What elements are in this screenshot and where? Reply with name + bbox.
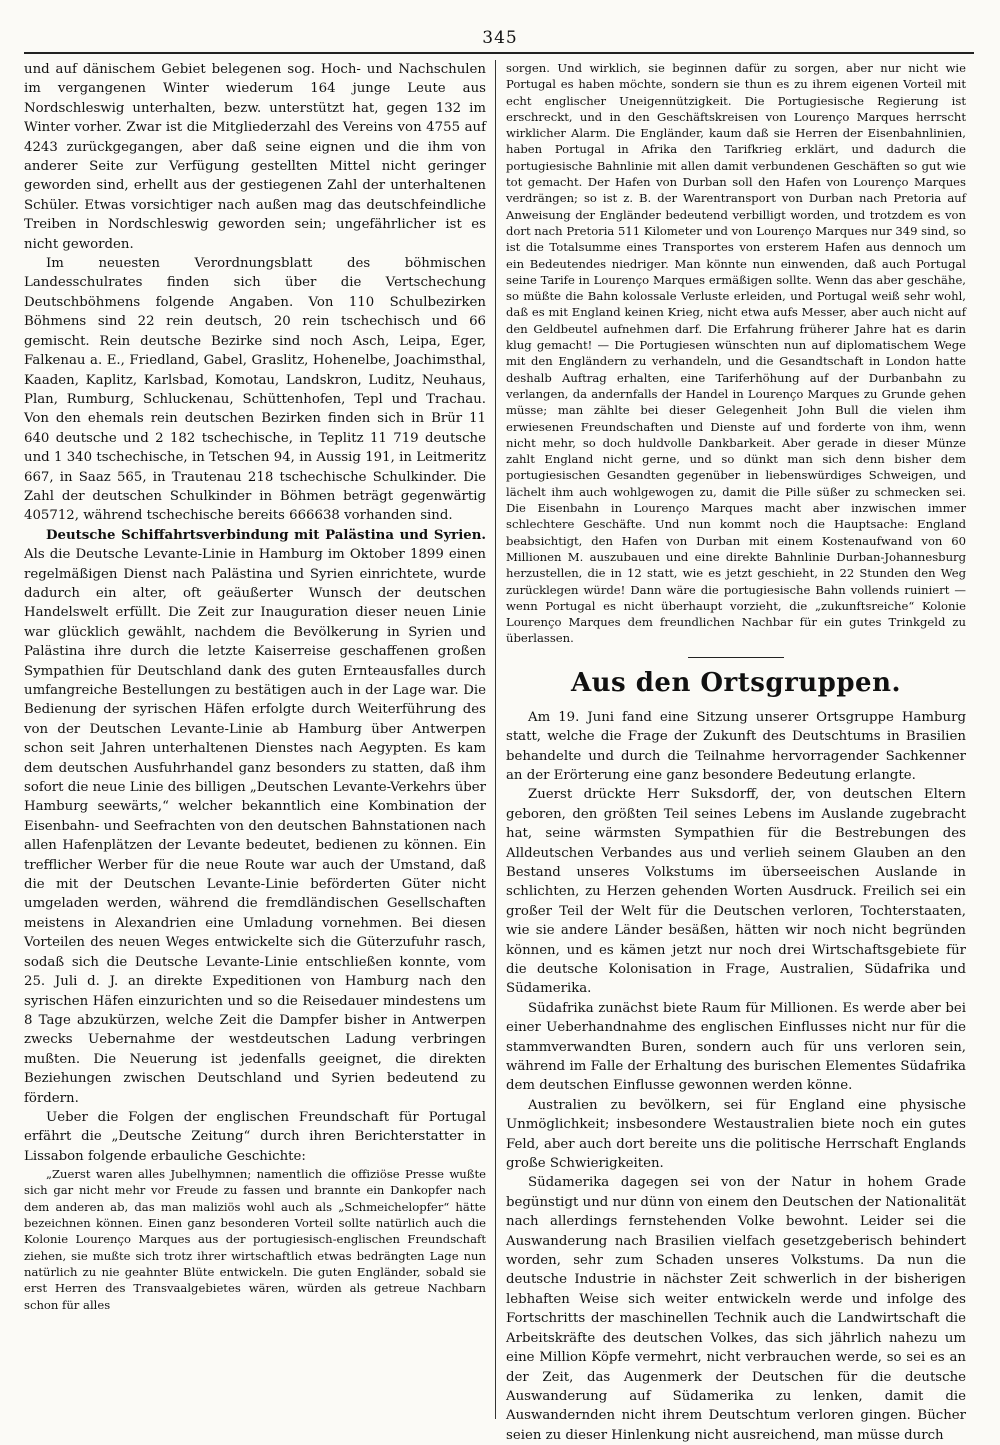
left-column xyxy=(24,60,486,1419)
quote-deutsche-zeitung: „Zuerst waren alles Jubelhymnen; namentlich die offiziöse Presse wußte sich gar nicht mehr vor Freude zu fassen und brannte ein Dankopfer nach dem anderen ab, das man maliziös wohl auch als „Schmeichelopfer“ hätte bezeichnen können. Einen ganz besonderen Vorteil sollte natürlich auch die Kolonie Lourenço Marques aus der portugiesisch-englischen Freundschaft ziehen, sie mußte sich trotz ihrer wirtschaftlich etwas bedrängten Lage nun natürlich zu nie geahnter Blüte entwickeln. Die guten Engländer, sobald sie erst Herren des Transvaalgebietes wären, würden als getreue Nachbarn schon für alles xyxy=(24,1167,486,1312)
paragraph-hamburg-sitzung: Am 19. Juni fand eine Sitzung unserer Ortsgruppe Hamburg statt, welche die Frage der Zukunft des Deutschtums in Brasilien behandelte und durch die Teilnahme hervorragender Sachkenner an der Erörterung eine ganz besondere Bedeutung erlangte. xyxy=(506,709,966,783)
section-separator xyxy=(688,657,784,658)
paragraph-portugal-intro: Ueber die Folgen der englischen Freundschaft für Portugal erfährt die „Deutsche Zeitung“ durch ihren Berichterstatter in Lissabon folgende erbauliche Geschichte: xyxy=(24,1109,486,1164)
page-number: 345 xyxy=(482,28,518,48)
paragraph-australien: Australien zu bevölkern, sei für England eine physische Unmöglichkeit; insbesondere Westaustralien biete noch ein gutes Feld, aber auch dort bereite uns die politische Herrschaft Englands große Schwierigkeiten. xyxy=(506,1097,966,1172)
right-column xyxy=(506,60,966,1443)
paragraph-suksdorff: Zuerst drückte Herr Suksdorff, der, von deutschen Eltern geboren, den größten Teil seines Lebens im Auslande zugebracht hat, seine wärmsten Sympathien für die Bestrebungen des Alldeutschen Verbandes aus und verlieh seinem Glauben an den Bestand unseres Volkstums im überseeischen Auslande in schlichten, zu Herzen gehenden Worten Ausdruck. Freilich sei ein großer Teil der Welt für die Deutschen verloren, Tochterstaaten, wie sie andere Länder besäßen, hätten wir noch nicht begründen können, und es kämen jetzt nur noch drei Wirtschaftsgebiete für die deutsche Kolonisation in Frage, Australien, Südafrika und Südamerika. xyxy=(506,787,966,997)
paragraph-levante-body: Als die Deutsche Levante-Linie in Hamburg im Oktober 1899 einen regelmäßigen Dienst nach Palästina und Syrien einrichtete, wurde dadurch ein alter, oft geäußerter Wunsch der deutschen Handelswelt erfüllt. Die Zeit zur Inauguration dieser neuen Linie war glücklich gewählt, nachdem die Bevölkerung in Syrien und Palästina ihre durch die letzte Kaiserreise geschaffenen großen Sympathien für Deutschland dank des guten Ernteausfalles durch umfangreiche Bestellungen zu bestätigen auch in der Lage war. Die Bedienung der syrischen Häfen erfolgte durch Weiterführung des von der Deutschen Levante-Linie ab Hamburg über Antwerpen schon seit Jahren unterhaltenen Dienstes nach Aegypten. Es kam dem deutschen Ausfuhrhandel ganz besonders zu statten, daß ihm sofort die neue Linie des billigen „Deutschen Levante-Verkehrs über Hamburg seewärts,“ welcher bekanntlich eine Kombination der Eisenbahn- und Seefrachten von den deutschen Bahnstationen nach allen Hafenplätzen der Levante bedeutet, bedienen zu können. Ein trefflicher Werber für die neue Route war auch der Umstand, daß die mit der Deutschen Levante-Linie beförderten Güter nicht umgeladen werden, während die fremdländischen Gesellschaften meistens in Alexandrien eine Umladung vornehmen. Bei diesen Vorteilen des neuen Weges entwickelte sich die Güterzufuhr rasch, sodaß sich die Deutsche Levante-Linie entschließen konnte, vom 25. Juli d. J. an direkte Expeditionen von Hamburg nach den syrischen Häfen einzurichten und so die Reisedauer mindestens um 8 Tage abzukürzen, welche Zeit die Dampfer bisher in Antwerpen zwecks Uebernahme der westdeutschen Ladung verbringen mußten. Die Neuerung ist jedenfalls geeignet, die direkten Beziehungen zwischen Deutschland und Syrien bedeutend zu fördern. xyxy=(24,547,486,1106)
paragraph-suedamerika: Südamerika dagegen sei von der Natur in hohem Grade begünstigt und nur dünn von einem den Deutschen der Nationalität nach allerdings fernstehenden Volke bewohnt. Leider sei die Auswanderung nach Brasilien vielfach gesetzgeberisch behindert worden, sehr zum Schaden unseres Volkstums. Da nun die deutsche Industrie in nächster Zeit schwerlich in der bisherigen lebhaften Weise sich weiter entwickeln werde und infolge des Fortschritts der maschinellen Technik auch die Landwirtschaft die Arbeitskräfte des deutschen Volkes, das sich jährlich nahezu um eine Million Köpfe vermehrt, nicht verbrauchen werde, so sei es an der Zeit, das Augenmerk der Deutschen für die deutsche Auswanderung auf Südamerika zu lenken, damit die Auswandernden nicht ihrem Deutschtum verloren gingen. Bücher seien zu dieser Hinlenkung nicht ausreichend, man müsse durch xyxy=(506,1175,966,1443)
column-divider xyxy=(495,60,496,1419)
header-rule xyxy=(24,52,974,54)
quote-continuation: sorgen. Und wirklich, sie beginnen dafür zu sorgen, aber nur nicht wie Portugal es haben möchte, sondern sie thun es zu ihrem eigenen Vorteil mit echt englischer Uneigennützigkeit. Die Portugiesische Regierung ist erschreckt, und in den Geschäftskreisen von Lourenço Marques herrscht wirklicher Alarm. Die Engländer, kaum daß sie Herren der Eisenbahnlinien, haben Portugal in Afrika den Tarifkrieg erklärt, und dadurch die portugiesische Bahnlinie mit allen damit verbundenen Geschäften so gut wie tot gemacht. Der Hafen von Durban soll den Hafen von Lourenço Marques verdrängen; so ist z. B. der Warentransport von Durban nach Pretoria auf Anweisung der Engländer bedeutend verbilligt worden, und trotzdem es von dort nach Pretoria 511 Kilometer und von Lourenço Marques nur 349 sind, so ist die Totalsumme eines Transportes von ersterem Hafen aus dennoch um ein Bedeutendes niedriger. Man könnte nun einwenden, daß auch Portugal seine Tarife in Lourenço Marques ermäßigen sollte. Wenn das aber geschähe, so müßte die Bahn kolossale Verluste erleiden, und Portugal weiß sehr wohl, daß es mit England keinen Krieg, nicht etwa aufs Messer, aber auch nicht auf den Geldbeutel aufnehmen darf. Die Erfahrung früherer Jahre hat es darin klug gemacht! — Die Portugiesen wünschten nun auf diplomatischem Wege mit den Engländern zu verhandeln, und die Gesandtschaft in London hatte deshalb Auftrag erhalten, eine Tariferhöhung auf der Durbanbahn zu verlangen, da andernfalls der Handel in Lourenço Marques zu Grunde gehen müsse; man zählte bei dieser Gelegenheit John Bull die vielen ihm erwiesenen Freundschaften und Dienste auf und forderte von ihm, wenn nicht mehr, so doch huldvolle Dankbarkeit. Aber gerade in dieser Münze zahlt England nicht gerne, und so dünkt man sich denn bisher dem portugiesischen Gesandten gegenüber in liebenswürdiges Schweigen, und lächelt ihm auch wohlgewogen zu, damit die Pille süßer zu schmecken sei. Die Eisenbahn in Lourenço Marques macht aber inzwischen immer schlechtere Geschäfte. Und nun kommt noch die Hauptsache: England beabsichtigt, den Hafen von Durban mit einem Kostenaufwand von 60 Millionen M. auszubauen und eine direkte Bahnlinie Durban-Johannesburg herzustellen, die in 12 statt, wie es jetzt geschieht, in 22 Stunden den Weg zurücklegen würde! Dann wäre die portugiesische Bahn vollends ruiniert — wenn Portugal es nicht überhaupt vorzieht, die „zukunftsreiche“ Kolonie Lourenço Marques dem freundlichen Nachbar für ein gutes Trinkgeld zu überlassen. xyxy=(506,61,966,646)
paragraph-lead: Deutsche Schiffahrtsverbindung mit Palästina und Syrien. xyxy=(46,527,486,543)
paragraph-levante-linie xyxy=(24,526,486,1108)
section-heading: Aus den Ortsgruppen. xyxy=(570,667,902,698)
paragraph-suedafrika: Südafrika zunächst biete Raum für Millionen. Es werde aber bei einer Ueberhandnahme des englischen Einflusses nicht nur für die stammverwandten Buren, sondern auch für uns verloren sein, während im Falle der Erhaltung des burischen Elementes Südafrika dem deutschen Einflusse gewonnen werden könne. xyxy=(506,1000,966,1094)
paragraph-boehmen-schulen: Im neuesten Verordnungsblatt des böhmischen Landesschulrates finden sich über die Vertschechung Deutschböhmens folgende Angaben. Von 110 Schulbezirken Böhmens sind 22 rein deutsch, 20 rein tschechisch und 66 gemischt. Rein deutsche Bezirke sind noch Asch, Leipa, Eger, Falkenau a. E., Friedland, Gabel, Graslitz, Hohenelbe, Joachimsthal, Kaaden, Kaplitz, Karlsbad, Komotau, Landskron, Luditz, Neuhaus, Plan, Rumburg, Schluckenau, Schüttenhofen, Tepl und Trachau. Von den ehemals rein deutschen Bezirken finden sich in Brür 11 640 deutsche und 2 182 tschechische, in Teplitz 11 719 deutsche und 1 340 tschechische, in Tetschen 94, in Aussig 191, in Leitmeritz 667, in Saaz 565, in Trautenau 218 tschechische Schulkinder. Die Zahl der deutschen Schulkinder in Böhmen beträgt gegenwärtig 405712, während tschechische bereits 666638 vorhanden sind. xyxy=(24,256,486,524)
paragraph-nordschleswig: und auf dänischem Gebiet belegenen sog. Hoch- und Nachschulen im vergangenen Winter wiederum 164 junge Leute aus Nordschleswig unterhalten, bezw. unterstützt hat, gegen 132 im Winter vorher. Zwar ist die Mitgliederzahl des Vereins von 4755 auf 4243 zurückgegangen, aber daß seine eignen und die ihm von anderer Seite zur Verfügung gestellten Mittel nicht geringer geworden sind, erhellt aus der gestiegenen Zahl der unterhaltenen Schüler. Etwas vorsichtiger nach außen mag das deutschfeindliche Treiben in Nordschleswig geworden sein; ungefährlicher ist es nicht geworden. xyxy=(24,62,486,252)
